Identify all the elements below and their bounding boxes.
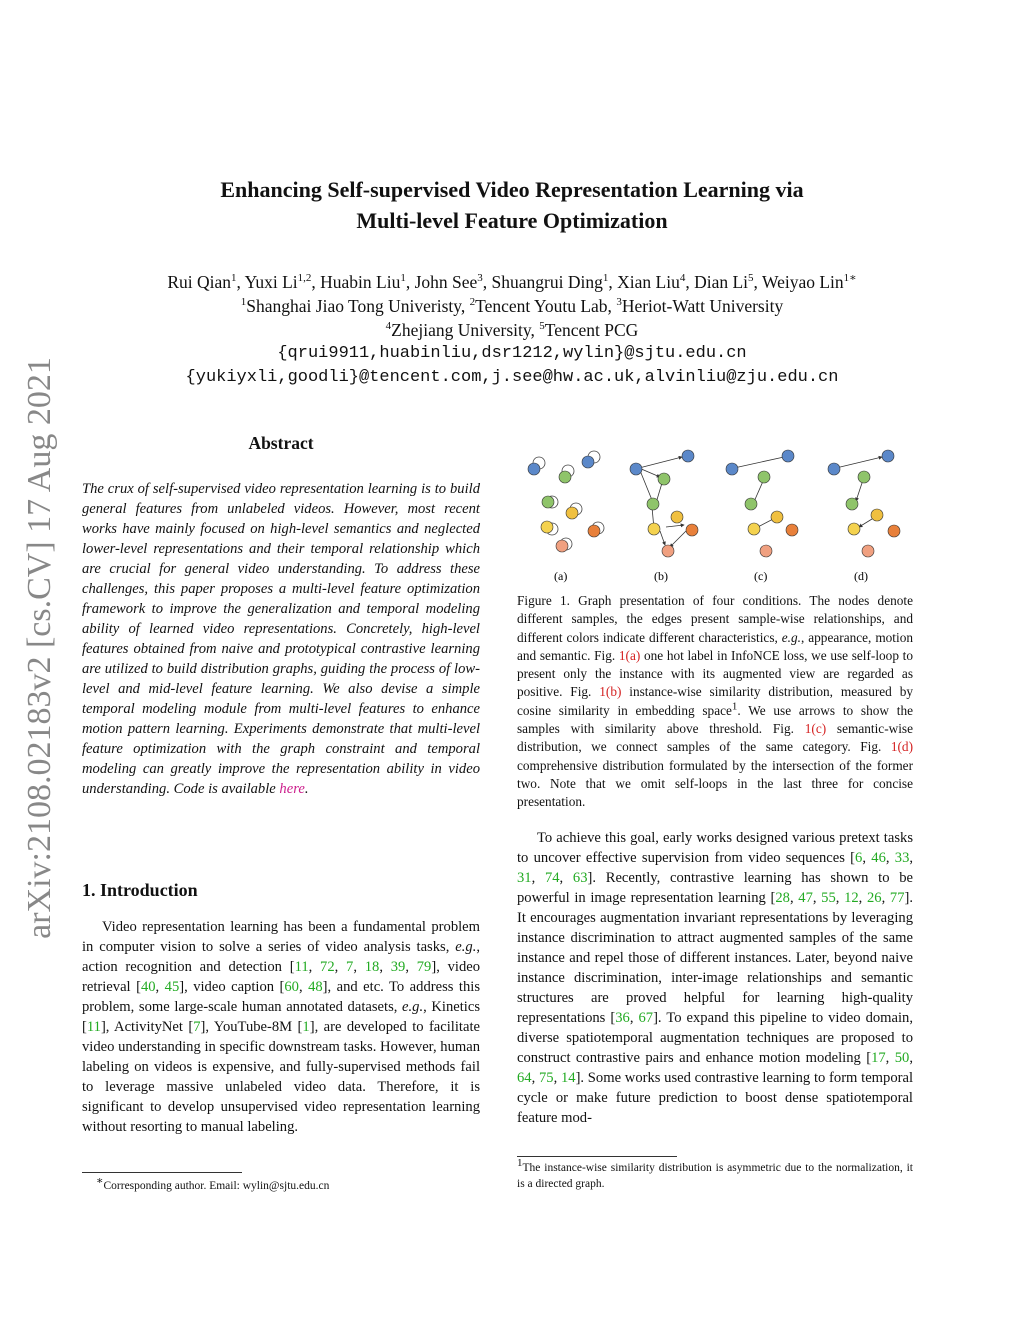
text-run: 1 [731,700,738,713]
text-run: ]. It encourages augmentation invariant representations by leveraging instance discrimination to attract augmented samples of the same instance and repel those of different instances. Later, beyond naive instance discrimination, inter-image relationships and semantic structures are proved helpful for learning high-quality representations [ [517,890,913,1026]
text-run: , Kinetics [ [82,999,480,1035]
citation-link[interactable]: 75 [538,1070,554,1086]
author-names: Rui Qian$^1$, Yuxi Li$^{1,2}$, Huabin Liu$^1$, John See$^3$, Shuangrui Ding$^1$, Xian Liu$^4$, Dian Li$^5$, Weiyao Lin$^{1∗}$ [167,272,857,292]
citation-link[interactable]: 11 [86,1019,101,1035]
text-run: , [789,890,799,906]
affiliation-name: Zhejiang University, [391,320,540,340]
text-run: ]. Some works used contrastive learning to form temporal cycle or make future prediction to boost dense spatiotemporal feature mod- [517,1070,914,1126]
text-run: ], video retrieval [ [82,959,481,995]
figure-label-b: (b) [654,569,668,583]
citation-link[interactable]: 64 [517,1070,532,1086]
text-run: , [629,1010,639,1026]
citation-link[interactable]: 79 [416,959,432,975]
citation-link[interactable]: 39 [390,959,406,975]
citation-link[interactable]: 7 [346,959,354,975]
code-link[interactable]: here [279,781,305,797]
text-run: , [812,890,822,906]
text-run: , [559,870,573,886]
text-run: , [531,870,545,886]
figure-label-c: (c) [754,569,768,583]
abstract-end: . [304,781,309,797]
text-run: Figure 1. Graph presentation of four conditions. The nodes denote different samples, the edges present sample-wise relationships, and different colors indicate different characteristics, [517,593,913,645]
author-affiliation-mark: 5 [748,272,754,285]
text-run: ], ActivityNet [ [100,1019,194,1035]
figure-ref-link[interactable]: 1(b) [599,684,622,700]
figure-1-caption [517,592,913,812]
citation-link[interactable]: 50 [894,1050,910,1066]
author-name: Rui Qian [167,272,232,292]
text-run: e.g. [781,629,801,645]
citation-link[interactable]: 1 [302,1019,310,1035]
text-run: , [553,1070,561,1086]
graph-a [528,451,604,583]
citation-link[interactable]: 60 [284,979,299,995]
figure-label-a: (a) [554,569,568,583]
affiliation-name: Shanghai Jiao Tong Univeristy, [246,296,470,316]
citation-link[interactable]: 14 [560,1070,576,1086]
text-run: , [858,890,867,906]
text-run: semantic-wise distribution, we connect samples of the same category. Fig. [517,721,913,755]
text-run: , [298,979,309,995]
footnote-left [96,1175,330,1192]
text-run: . We use arrows to show the samples with similarity above threshold. Fig. [517,702,913,737]
footnote-text: Corresponding author. Email: wylin@sjtu.edu.cn [103,1180,330,1192]
abstract-body: The crux of self-supervised video representation learning is to build general features from unlabeled videos. However, most recent works have mainly focused on high-level semantics and neglected lower-level representations and their temporal relationship which are crucial for general video understanding. To address these challenges, this paper proposes a multi-level feature optimization framework to improve the generalization and temporal modeling ability of learned video representations. Concretely, high-level features obtained from naive and prototypical contrastive learning are utilized to build distribution graphs, guiding the process of low-level and mid-level feature learning. We also devise a simple temporal modeling module from multi-level features to enhance motion pattern learning. Experiments demonstrate that multi-level feature optimization with the graph constraint and temporal modeling can greatly improve the representation ability in video understanding. Code is available [82,481,480,797]
author-name: John See [414,272,478,292]
footnote-rule-right [517,1156,677,1157]
abstract-heading: Abstract [248,433,314,453]
arxiv-stamp [16,358,64,938]
affiliation-mark: 5 [539,320,545,333]
affiliation-mark: 4 [385,320,392,333]
author-name: Xian Liu [617,272,680,292]
affiliation-name: Tencent PCG [544,320,639,340]
citation-link[interactable]: 7 [193,1019,201,1035]
author-affiliation-mark: 3 [477,272,483,285]
citation-link[interactable]: 40 [140,979,156,995]
text-run: , [155,979,165,995]
citation-link[interactable]: 31 [517,870,532,886]
affiliations-line-1 [0,294,1024,318]
introduction-paragraph [82,917,480,1137]
figure-label-d: (d) [854,569,868,583]
figure-ref-link[interactable]: 1(d) [890,739,913,755]
text-run: , [531,1070,539,1086]
author-affiliation-mark: 1∗ [843,272,857,285]
text-run: ], and etc. To address this problem, some large-scale human annotated datasets, [82,979,480,1015]
right-column-paragraph [517,828,913,1128]
text-run: ]. To expand this pipeline to video domain, diverse spatiotemporal augmentation techniques are proposed to construct contrastive pairs and enhance motion modeling [ [517,1010,913,1066]
citation-link[interactable]: 28 [775,890,790,906]
graph-b [630,450,698,583]
email-line-2: {yukiyxli,goodli}@tencent.com,j.see@hw.ac.uk,alvinliu@zju.edu.cn [185,368,839,387]
citation-link[interactable]: 63 [572,870,588,886]
affiliations-line-2 [0,318,1024,342]
title-line-2: Multi-level Feature Optimization [356,208,668,233]
introduction-text [82,917,480,1137]
text-run: , appearance, motion and semantic. Fig. [517,629,913,663]
arxiv-stamp-text: arXiv:2108.02183v2 [cs.CV] 17 Aug 2021 [21,357,58,939]
text-run: , [909,1050,913,1066]
footnote-right [517,1157,913,1192]
text-run: , [909,850,914,866]
text-run: comprehensive distribution formulated by the intersection of the former two. Note that we omit self-loops in the last three for concise presentation. [517,757,913,810]
author-affiliation-mark: 4 [679,272,686,285]
author-affiliation-mark: 1,2 [297,272,312,285]
text-run: , action recognition and detection [ [82,939,480,975]
citation-link[interactable]: 77 [889,890,905,906]
footnote-right-mark: 1 [517,1157,523,1170]
text-run: , [405,959,417,975]
citation-link[interactable]: 46 [871,850,886,866]
citation-link[interactable]: 67 [638,1010,654,1026]
figure-ref-link[interactable]: 1(a) [618,647,641,663]
email-line-1: {qrui9911,huabinliu,dsr1212,wylin}@sjtu.edu.cn [277,344,747,363]
text-run: , [334,959,347,975]
text-run: one hot label in InfoNCE loss, we use self-loop to present only the instance with its augmented view are regarded as positive. Fig. [517,647,913,700]
citation-link[interactable]: 48 [308,979,323,995]
author-name: Yuxi Li [244,272,298,292]
citation-link[interactable]: 47 [798,890,813,906]
citation-link[interactable]: 45 [164,979,180,995]
text-run: , [379,959,391,975]
citation-link[interactable]: 12 [844,890,859,906]
text-run: , [862,850,872,866]
introduction-heading: 1. Introduction [82,880,198,900]
citation-link[interactable]: 26 [866,890,882,906]
affiliation-name: Tencent Youtu Lab, [475,296,617,316]
text-run: Video representation learning has been a fundamental problem in computer vision to solve a series of video analysis tasks, [82,919,480,955]
author-block [0,270,1024,390]
figure-ref-link[interactable]: 1(c) [804,721,827,737]
text-run: , [881,890,890,906]
author-name: Shuangrui Ding [491,272,603,292]
author-affiliation-mark: 1 [602,272,609,285]
affiliation-name: Heriot-Watt University [621,296,784,316]
citation-link[interactable]: 18 [364,959,380,975]
text-run: e.g. [402,999,424,1015]
text-run: , [308,959,321,975]
citation-link[interactable]: 74 [544,870,560,886]
citation-link[interactable]: 17 [871,1050,886,1066]
graph-d [828,450,900,583]
text-run: , [885,850,895,866]
footnote-mark: ∗ [96,1175,104,1188]
citation-link[interactable]: 36 [615,1010,630,1026]
paper-title [0,174,1024,236]
citation-link[interactable]: 11 [294,959,309,975]
affiliation-mark: 1 [240,296,247,309]
author-affiliation-mark: 1 [231,272,237,285]
text-run: , [835,890,845,906]
citation-link[interactable]: 6 [855,850,863,866]
text-run: , [353,959,365,975]
figure-1-graphs [514,447,912,587]
text-run: ]. Recently, contrastive learning has shown to be powerful in image representation learning [ [517,870,914,906]
footnote-rule-left [82,1172,242,1173]
affiliation-mark: 3 [616,296,622,309]
author-name: Weiyao Lin [761,272,844,292]
text-run: instance-wise similarity distribution, measured by cosine similarity in embedding space [517,684,914,718]
citation-link[interactable]: 55 [821,890,836,906]
author-name: Dian Li [694,272,749,292]
graph-c [726,450,798,583]
author-name: Huabin Liu [320,272,401,292]
text-run: ], are developed to facilitate video understanding in specific downstream tasks. However, human labeling on videos is expensive, and fully-supervised methods fail to leverage massive unlabeled video data. Therefore, it is significant to develop unsupervised video representation learning without resorting to manual labeling. [82,1019,480,1135]
right-column-text [517,828,913,1128]
text-run: To achieve this goal, early works designed various pretext tasks to uncover effective supervision from video sequences [ [517,830,913,866]
text-run: ], video caption [ [179,979,285,995]
citation-link[interactable]: 72 [320,959,335,975]
affiliation-mark: 2 [469,296,476,309]
text-run: ], YouTube-8M [ [200,1019,303,1035]
author-affiliation-mark: 1 [400,272,406,285]
text-run: , [885,1050,895,1066]
title-line-1: Enhancing Self-supervised Video Representation Learning via [220,177,804,202]
citation-link[interactable]: 33 [894,850,910,866]
abstract-text [82,479,480,799]
footnote-right-text: The instance-wise similarity distribution is asymmetric due to the normalization, it is a directed graph. [517,1162,913,1190]
text-run: e.g. [455,939,477,955]
